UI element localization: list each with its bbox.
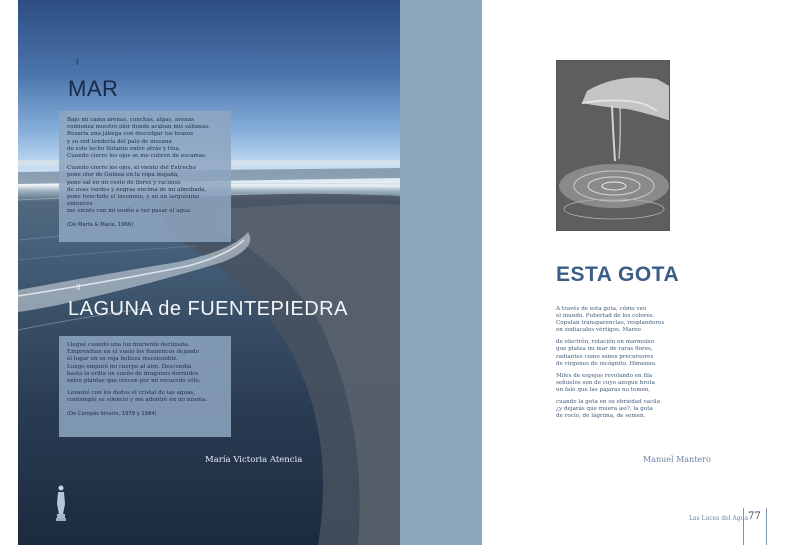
- author-name-right: Manuel Mantero: [643, 455, 711, 464]
- poem-stanza: Bajo mi cama arenas, conchas, algas, arenas comienza nuestro olor donde acaban mis sábanas. Rozaría una jábega con descolgar los brazos y su red tendería del palo de mesana de este lecho flotante entre atrás y tina. Cuando cierro los ojos se me cubren de escamas.: [67, 117, 210, 160]
- poem-title-mar: MAR: [68, 76, 119, 101]
- poem-stanza: Cuando cierro los ojos, el viento del Estrecho pone olor de Guinea en la ropa mojada, pone sal en un cesto de flores y racimos de uvas verdes y negras encima de mi almohada, pone henchido el insomnio, y en un larguísimo entonces me siento con mi sueño a ver pasar el agua.: [67, 165, 207, 215]
- hand-water-photo: [556, 60, 670, 231]
- poem-stanza: A través de esta gota, cómo veo el mundo. Pubertad de los colores. Copulan transparencias, resplandores en zodiacales vértigos. Mareo: [556, 306, 665, 334]
- poem-box-laguna: [59, 336, 231, 437]
- poem-source: (De Marta & María, 1966): [67, 221, 134, 228]
- figurine-icon: [54, 484, 68, 524]
- poem-stanza: Miles de espejos revolando en fila señuelos son de cuyo azogue brota un falo que las pájaras no temen,: [556, 372, 655, 393]
- poem-title-laguna: LAGUNA de FUENTEPIEDRA: [68, 298, 348, 320]
- poem-stanza: cuando la gota en su ebriedad vacila ¿y dejarás que muera así?, la gota de rocío, de lágrima, de semen.: [556, 399, 661, 420]
- poem-source: (De Compás binario, 1979 y 1984): [67, 410, 157, 417]
- author-name-left: María Victoria Atencia: [205, 455, 303, 465]
- poem-stanza: de electrón, rotación en marmoleo que platea mi mar de raras flores, radiantes como senos precursores de virgenes de incógnito. Himeneo.: [556, 339, 657, 367]
- section-numeral-1: I: [76, 58, 79, 67]
- poem-text-esta-gota: [556, 306, 686, 425]
- poem-box-mar: [59, 111, 231, 242]
- poem-stanza: Llegué cuando una luz muriente declinaba. Emprendían en el vuelo los flamencos dejando el lugar en su roja belleza insostenible. Luego empuré mi cuerpo al aire. Descendía hasta la orilla un sueño de dragones dormidos entre plantas que crecen por mi recuerdo sólo.: [67, 342, 201, 385]
- poem-title-esta-gota: ESTA GOTA: [556, 263, 680, 286]
- page-number: 77: [748, 511, 761, 522]
- section-numeral-2: II: [76, 283, 81, 292]
- poem-stanza: Levanté con los dedos el cristal de las aguas, contemplé su silencio y me adentré en mi misma.: [67, 390, 208, 404]
- hand-water-illustration: [557, 61, 670, 231]
- gutter-color-band: [400, 0, 482, 545]
- footer-publication-title: Las Luces del Agua: [689, 515, 749, 522]
